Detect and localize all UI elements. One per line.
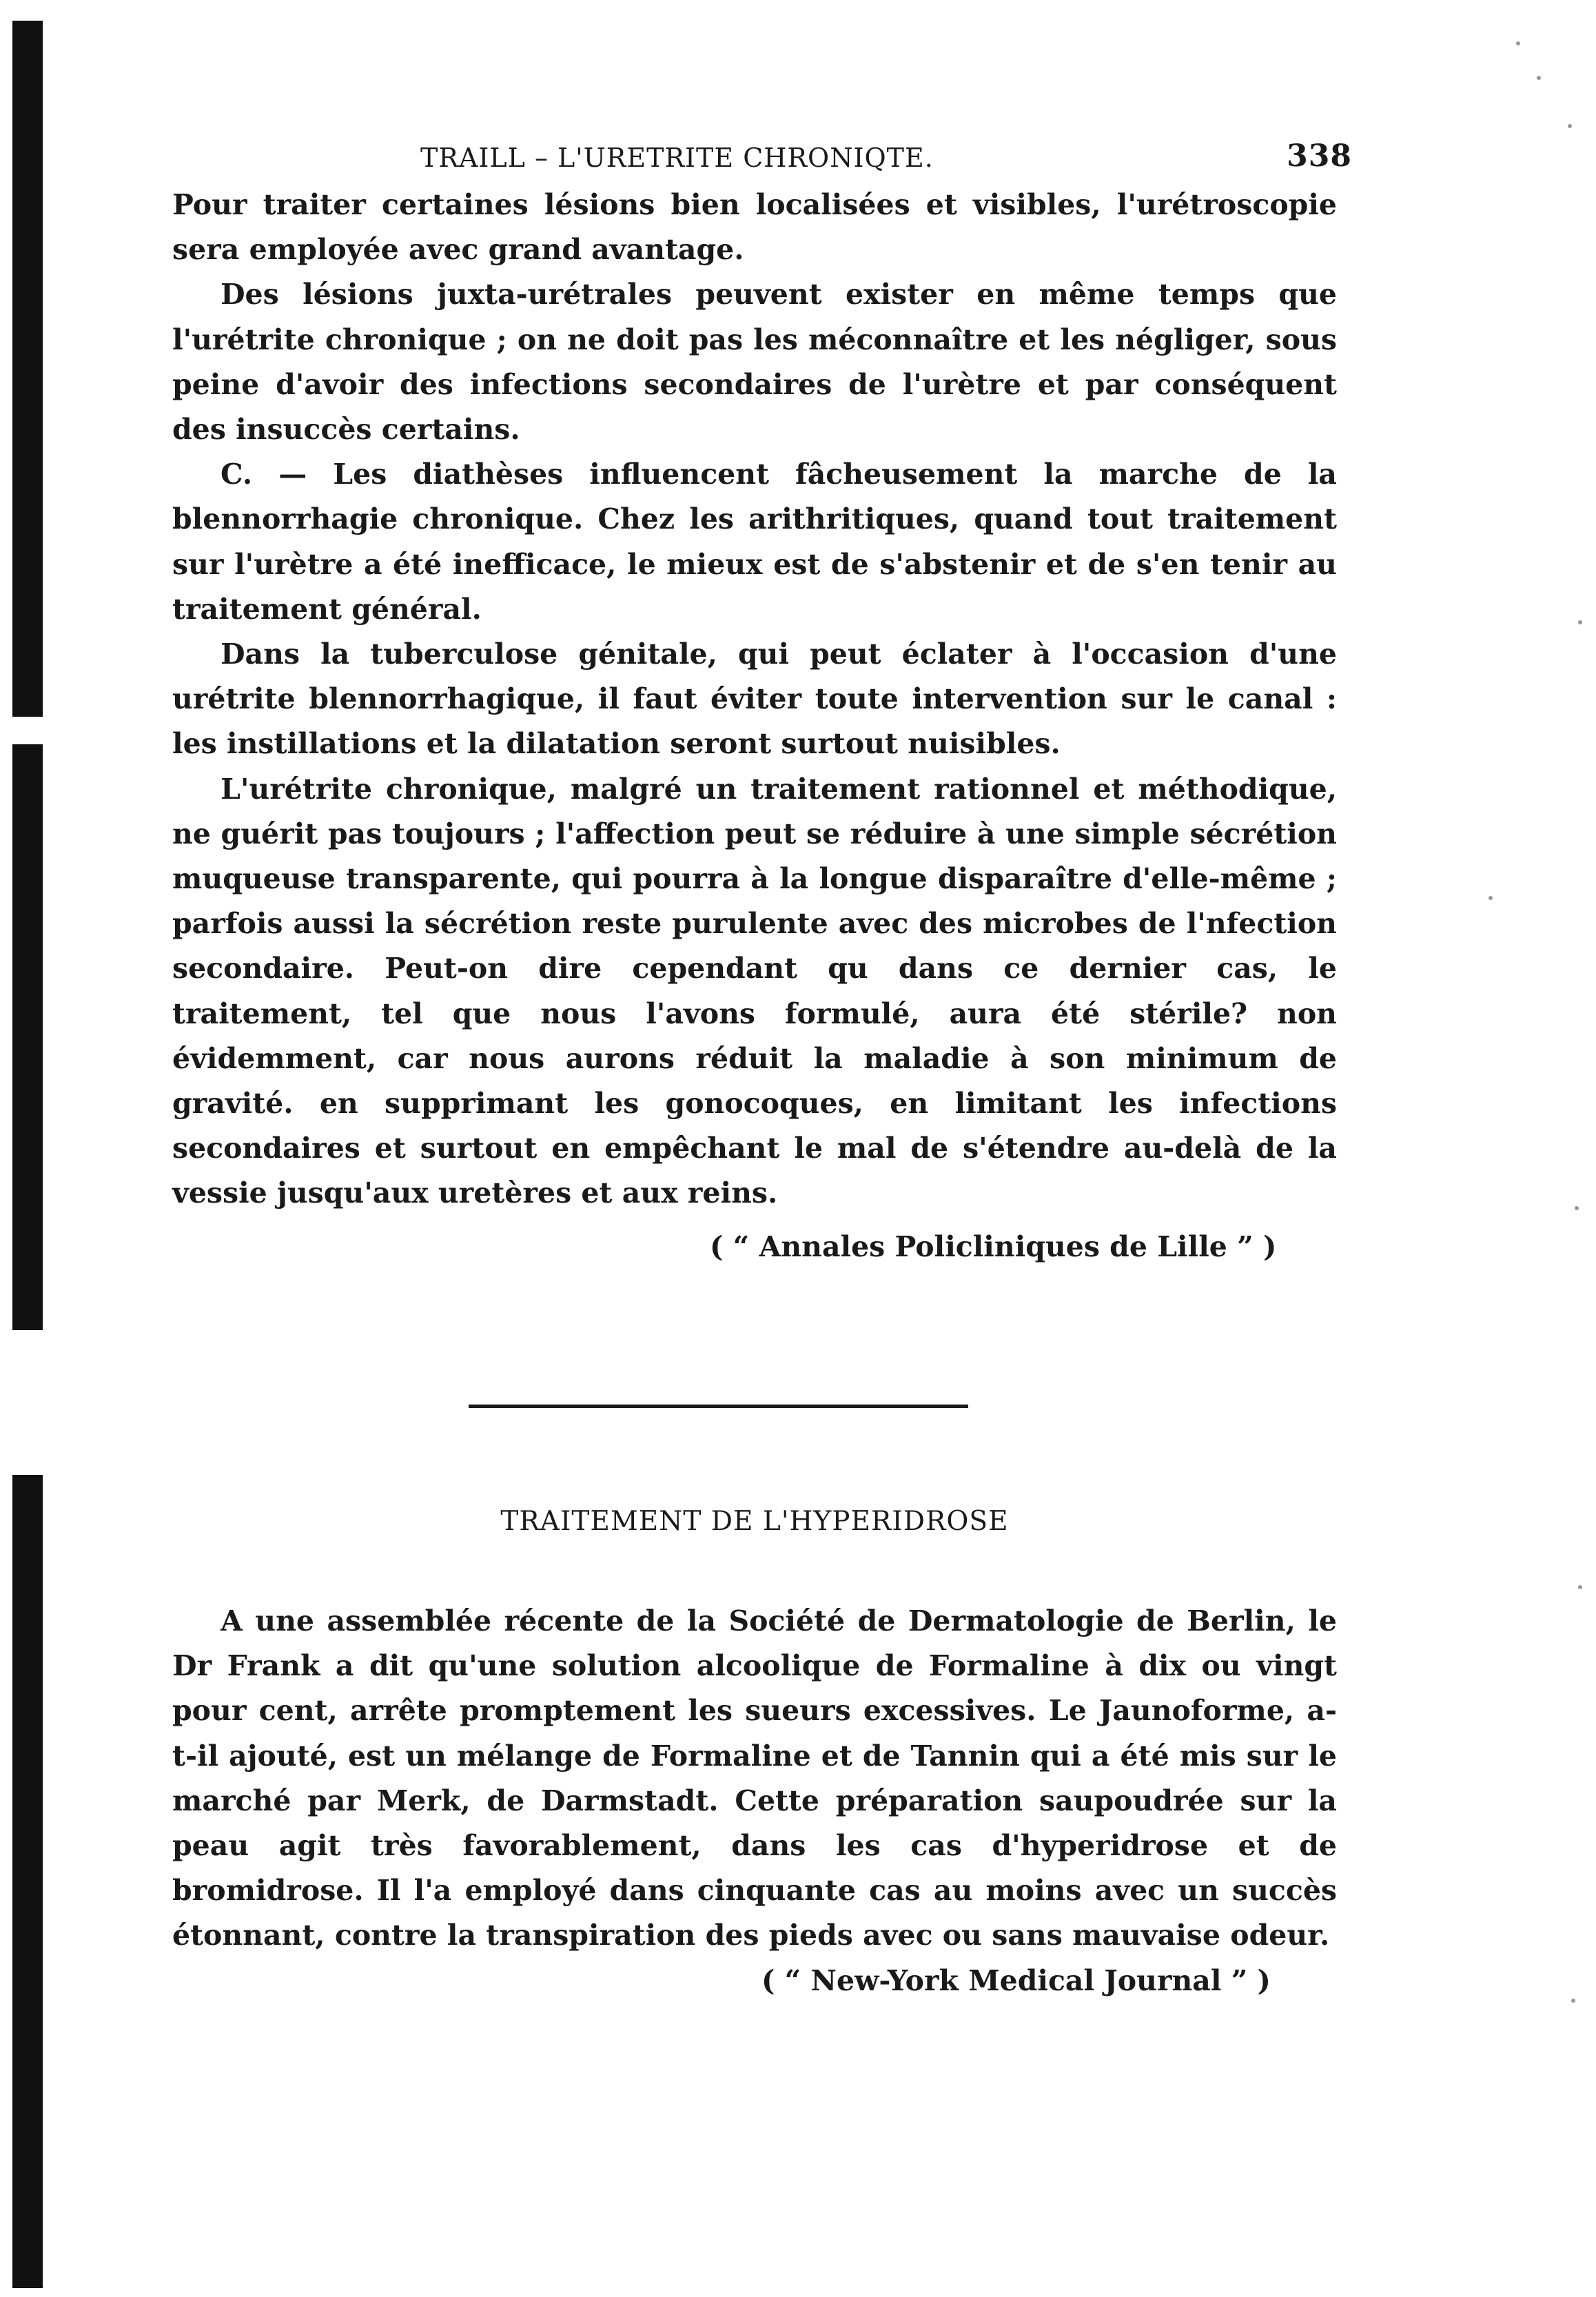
scan-speckle (1578, 620, 1582, 624)
page-binding-shadow (12, 21, 43, 2288)
document-page (172, 134, 1352, 1997)
scan-speckle (1516, 41, 1520, 45)
scan-speckle (1568, 124, 1572, 128)
paragraph: Dans la tuberculose génitale, qui peut éclater à l'occasion d'une urétrite blennorrhagique, il faut éviter toute intervention sur le canal : les instillations et la dilatation seront surtout nuisibles. (172, 637, 1337, 761)
scan-speckle (1571, 1999, 1575, 2003)
scan-speckle (1578, 1585, 1582, 1589)
paragraph: A une assemblée récente de la Société de Dermatologie de Berlin, le Dr Frank a dit qu'une solution alcoolique de Formaline à dix ou vingt pour cent, arrête promptement les sueurs excessives. Le Jaunoforme, a-t-il ajouté, est un mélange de Formaline et de Tannin qui a été mis sur le marché par Merk, de Darmstadt. Cette préparation saupoudrée sur la peau agit très favorablement, dans les cas d'hyperidrose et de bromidrose. Il l'a employé dans cinquante cas au moins avec un succès étonnant, contre la transpiration des pieds avec ou sans mauvaise odeur. (172, 1604, 1337, 1952)
scan-speckle (1488, 896, 1493, 900)
source-citation: ( “ Annales Policliniques de Lille ” ) (710, 1229, 1277, 1263)
article-hyperidrosis-body (172, 1599, 1337, 2003)
section-divider (469, 1405, 968, 1408)
page-number: 338 (1287, 139, 1352, 174)
paragraph: Pour traiter certaines lésions bien localisées et visibles, l'urétroscopie sera employée avec grand avantage. (172, 188, 1337, 267)
section-title: TRAITEMENT DE L'HYPERIDROSE (500, 1506, 1009, 1537)
scan-speckle (1537, 76, 1541, 80)
source-citation: ( “ New-York Medical Journal ” ) (761, 1963, 1271, 1997)
running-head (172, 134, 1352, 183)
paragraph: Des lésions juxta-urétrales peuvent exister en même temps que l'urétrite chronique ; on ne doit pas les méconnaître et les négliger, sous peine d'avoir des infections secondaires de l'urètre et par conséquent des insuccès certains. (172, 278, 1337, 447)
paragraph: L'urétrite chronique, malgré un traitement rationnel et méthodique, ne guérit pas toujours ; l'affection peut se réduire à une simple sécrétion muqueuse transparente, qui pourra à la longue disparaître d'elle-même ; parfois aussi la sécrétion reste purulente avec des microbes de l'nfection secondaire. Peut-on dire cependant qu dans ce dernier cas, le traitement, tel que nous l'avons formulé, aura été stérile? non évidemment, car nous aurons réduit la maladie à son minimum de gravité. en supprimant les gonocoques, en limitant les infections secondaires et surtout en empêchant le mal de s'étendre au-delà de la vessie jusqu'aux uretères et aux reins. (172, 772, 1337, 1210)
running-head-title: TRAILL – L'URETRITE CHRONIQTE. (420, 143, 934, 173)
paragraph: C. — Les diathèses influencent fâcheusement la marche de la blennorrhagie chronique. Chez les arithritiques, quand tout traitement sur l'urètre a été inefficace, le mieux est de s'abstenir et de s'en tenir au traitement général. (172, 458, 1337, 626)
article-urethritis-body (172, 183, 1337, 1269)
scan-speckle (1575, 1206, 1579, 1210)
